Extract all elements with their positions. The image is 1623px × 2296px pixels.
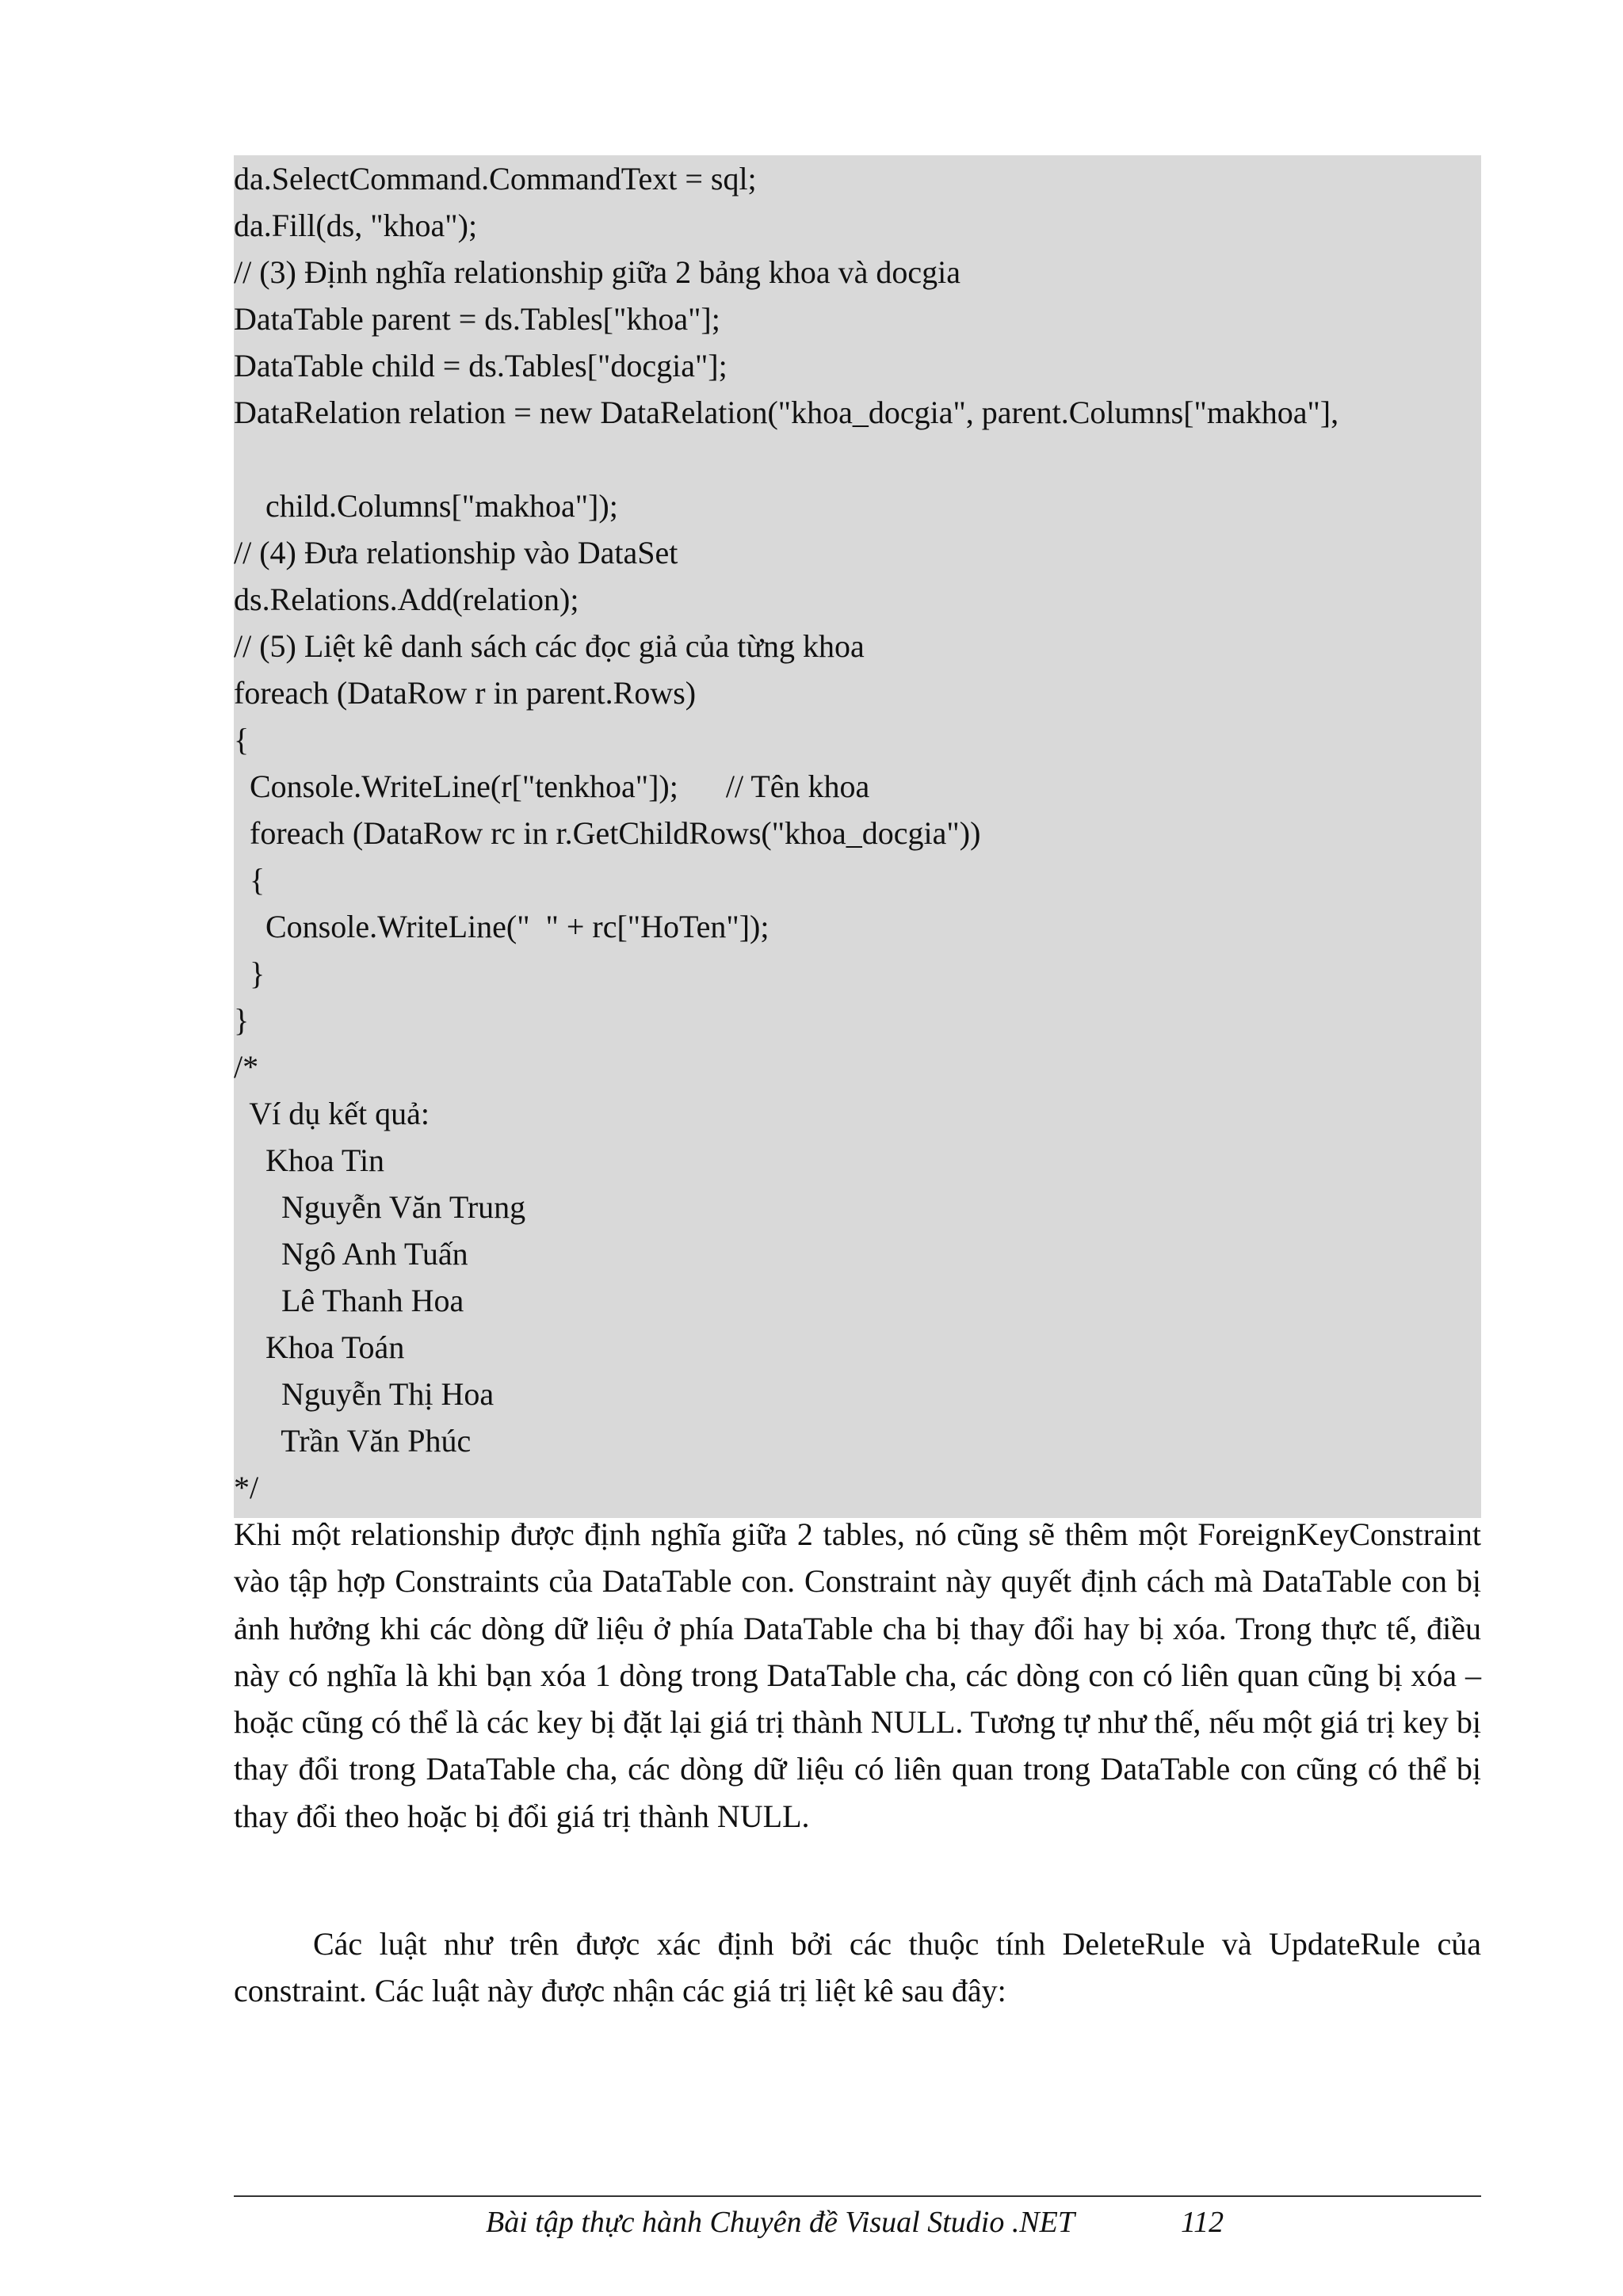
code-line: da.Fill(ds, "khoa"); (234, 208, 478, 243)
code-line: foreach (DataRow rc in r.GetChildRows("khoa_docgia")) (234, 815, 981, 851)
code-line: Console.WriteLine(" " + rc["HoTen"]); (234, 909, 769, 944)
code-comment: // (4) Đưa relationship vào DataSet (234, 535, 678, 570)
code-line: } (234, 955, 265, 991)
code-comment: Khoa Tin (234, 1142, 385, 1178)
code-line: ds.Relations.Add(relation); (234, 582, 579, 617)
code-comment: Khoa Toán (234, 1329, 405, 1365)
code-comment: Ngô Anh Tuấn (234, 1236, 468, 1272)
code-comment: Nguyễn Văn Trung (234, 1189, 526, 1225)
code-comment: */ (234, 1470, 259, 1505)
code-comment: Lê Thanh Hoa (234, 1283, 464, 1318)
code-line: } (234, 1002, 250, 1038)
code-line: DataTable child = ds.Tables["docgia"]; (234, 348, 727, 383)
code-line: child.Columns["makhoa"]); (234, 488, 618, 524)
code-comment: Ví dụ kết quả: (234, 1096, 430, 1131)
code-line: da.SelectCommand.CommandText = sql; (234, 161, 757, 196)
code-line: DataRelation relation = new DataRelation("khoa_docgia", parent.Columns["makhoa"], (234, 395, 1339, 430)
code-line: foreach (DataRow r in parent.Rows) (234, 675, 697, 711)
code-comment: /* (234, 1049, 259, 1085)
code-line: { (234, 862, 265, 898)
code-line: { (234, 722, 250, 757)
page-number: 112 (1181, 2206, 1224, 2239)
body-paragraph: Các luật như trên được xác định bởi các thuộc tính DeleteRule và UpdateRule của constraint. Các luật này được nhận các giá trị liệt kê sau đây: (234, 1926, 1481, 2009)
code-line: DataTable parent = ds.Tables["khoa"]; (234, 301, 720, 337)
code-comment: // (5) Liệt kê danh sách các đọc giả của từng khoa (234, 628, 865, 664)
code-comment: Trần Văn Phúc (234, 1423, 472, 1459)
code-line: Console.WriteLine(r["tenkhoa"]); // Tên khoa (234, 769, 870, 804)
code-comment: Nguyễn Thị Hoa (234, 1376, 495, 1412)
footer-title: Bài tập thực hành Chuyên đề Visual Studio .NET (486, 2206, 1075, 2239)
body-paragraph: Khi một relationship được định nghĩa giữa 2 tables, nó cũng sẽ thêm một ForeignKeyConstraint vào tập hợp Constraints của DataTable con. Constraint này quyết định cách mà DataTable con bị ảnh hưởng khi các dòng dữ liệu ở phía DataTable cha bị thay đổi hay bị xóa. Trong thực tế, điều này có nghĩa là khi bạn xóa 1 dòng trong DataTable cha, các dòng con có liên quan cũng bị xóa – hoặc cũng có thể là các key bị đặt lại giá trị thành NULL. Tương tự như thế, nếu một giá trị key bị thay đổi trong DataTable cha, các dòng dữ liệu có liên quan trong DataTable con cũng có thể bị thay đổi theo hoặc bị đổi giá trị thành NULL. (234, 1516, 1481, 1834)
footer-divider (234, 2195, 1481, 2197)
code-comment: // (3) Định nghĩa relationship giữa 2 bảng khoa và docgia (234, 254, 961, 290)
